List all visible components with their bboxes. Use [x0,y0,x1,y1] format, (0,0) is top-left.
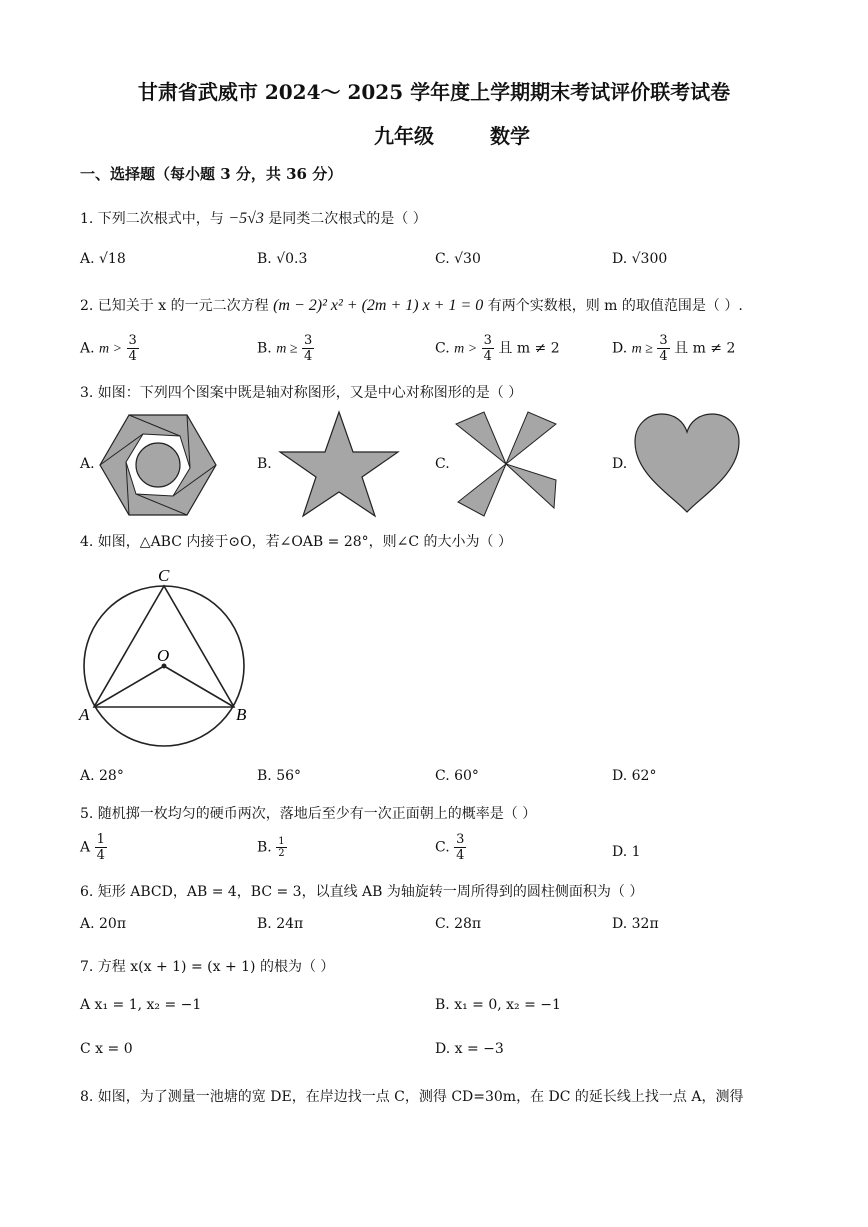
q3-option-a-label[interactable]: A. [80,456,95,472]
q2-d-post: 且 m ≠ 2 [674,340,736,357]
q3-option-a-figure[interactable] [98,412,218,518]
q5-c-label: C. [435,839,450,856]
heart-shape [635,414,739,512]
q4-option-b[interactable]: B. 56° [257,768,302,784]
q2-d-expr: m ≥ [631,341,653,357]
q6-option-a[interactable]: A. 20π [80,916,127,932]
q1-option-a[interactable]: A. √18 [80,251,126,267]
question-2 [80,295,743,315]
q4-option-c[interactable]: C. 60° [435,768,479,784]
q5-c-fraction [454,832,466,863]
label-c: C [158,566,170,585]
q2-stem-pre: 2. 已知关于 x 的一元二次方程 [80,298,269,314]
segment-ob [164,666,234,707]
q3-option-c-label[interactable]: C. [435,456,450,472]
q5-option-d[interactable]: D. 1 [612,844,641,860]
q5-b-den: 2 [278,848,285,859]
question-5: 5. 随机掷一枚均匀的硬币两次，落地后至少有一次正面朝上的概率是（ ） [80,806,537,822]
q1-expression: −5√3 [228,210,264,227]
q2-c-fraction [482,333,494,364]
label-o: O [157,646,170,665]
question-8: 8. 如图，为了测量一池塘的宽 DE，在岸边找一点 C，测得 CD=30m，在 DC 的延长线上找一点 A，测得 [80,1089,744,1105]
q2-a-label: A. [80,340,95,357]
q3-option-b-figure[interactable] [276,410,402,518]
q2-b-num: 3 [303,333,313,348]
q2-c-num: 3 [483,333,492,348]
q5-option-c[interactable] [435,832,466,863]
q3-option-b-label[interactable]: B. [257,456,272,472]
q2-c-expr: m > [454,341,478,357]
q2-c-den: 4 [483,349,492,364]
q2-c-label: C. [435,340,450,357]
label-b: B [236,705,247,724]
inner-circle [136,443,180,487]
q2-a-fraction [127,333,139,364]
q7-option-b[interactable]: B. x₁ = 0, x₂ = −1 [435,997,561,1013]
q5-a-fraction [95,832,107,863]
q2-d-label: D. [612,340,628,357]
question-7: 7. 方程 x(x + 1) = (x + 1) 的根为（ ） [80,959,335,975]
q5-b-label: B. [257,839,272,856]
q2-equation: (m − 2)² x² + (2m + 1) x + 1 = 0 [273,297,484,314]
q3-option-d-figure[interactable] [632,412,742,514]
q2-option-b[interactable] [257,333,314,364]
q2-d-den: 4 [659,349,668,364]
q2-a-num: 3 [128,333,137,348]
q6-option-b[interactable]: B. 24π [257,916,304,932]
q2-b-expr: m ≥ [276,341,298,357]
exam-title: 甘肃省武威市 2024～ 2025 学年度上学期期末考试评价联考试卷 [137,80,731,104]
q2-a-expr: m > [99,341,123,357]
q1-option-d[interactable]: D. √300 [612,251,668,267]
q2-c-post: 且 m ≠ 2 [498,340,560,357]
q5-option-a[interactable] [80,832,107,863]
q4-option-a[interactable]: A. 28° [80,768,124,784]
q2-option-a[interactable] [80,333,139,364]
q4-figure-circle-triangle [76,562,266,752]
q5-a-label: A [80,839,91,856]
q6-option-c[interactable]: C. 28π [435,916,482,932]
q3-option-d-label[interactable]: D. [612,456,628,472]
q2-d-fraction [657,333,669,364]
section-heading: 一、选择题（每小题 3 分，共 36 分） [80,165,343,183]
q2-stem-post: 有两个实数根，则 m 的取值范围是（ ）. [487,298,743,314]
q1-stem-pre: 1. 下列二次根式中，与 [80,211,224,227]
q2-option-d[interactable] [612,333,735,364]
q1-stem-post: 是同类二次根式的是（ ） [268,211,427,227]
q5-a-den: 4 [96,848,105,863]
q7-option-c[interactable]: C x = 0 [80,1041,133,1057]
q5-c-den: 4 [456,848,465,863]
q1-option-b[interactable]: B. √0.3 [257,251,308,267]
q1-option-c[interactable]: C. √30 [435,251,481,267]
question-3: 3. 如图：下列四个图案中既是轴对称图形，又是中心对称图形的是（ ） [80,385,523,401]
q2-b-fraction [302,333,314,364]
question-4: 4. 如图，△ABC 内接于⊙O，若∠OAB = 28°，则∠C 的大小为（ ） [80,534,512,550]
windmill-blade-3 [506,464,556,508]
q4-option-d[interactable]: D. 62° [612,768,657,784]
star-shape [280,412,398,516]
segment-oa [94,666,164,707]
q5-b-num: 1 [278,836,285,847]
q2-a-den: 4 [128,349,137,364]
grade-label: 九年级 [374,124,434,148]
windmill-blade-1 [456,412,506,464]
q5-b-fraction [276,836,286,859]
q5-c-num: 3 [456,832,465,847]
q3-option-c-figure[interactable] [454,410,558,518]
q7-option-d[interactable]: D. x = −3 [435,1041,504,1057]
windmill-blade-2 [506,412,556,464]
q6-option-d[interactable]: D. 32π [612,916,659,932]
q2-d-num: 3 [659,333,668,348]
question-6: 6. 矩形 ABCD，AB = 4，BC = 3，以直线 AB 为轴旋转一周所得到的圆柱侧面积为（ ） [80,884,644,900]
q5-option-b[interactable] [257,836,287,859]
windmill-blade-4 [458,464,506,516]
q2-option-c[interactable] [435,333,560,364]
question-1 [80,208,427,228]
q5-a-num: 1 [96,832,105,847]
q2-b-den: 4 [303,349,313,364]
subject-label: 数学 [490,124,530,148]
q7-option-a[interactable]: A x₁ = 1, x₂ = −1 [80,997,202,1013]
label-a: A [79,705,90,724]
q2-b-label: B. [257,340,272,357]
